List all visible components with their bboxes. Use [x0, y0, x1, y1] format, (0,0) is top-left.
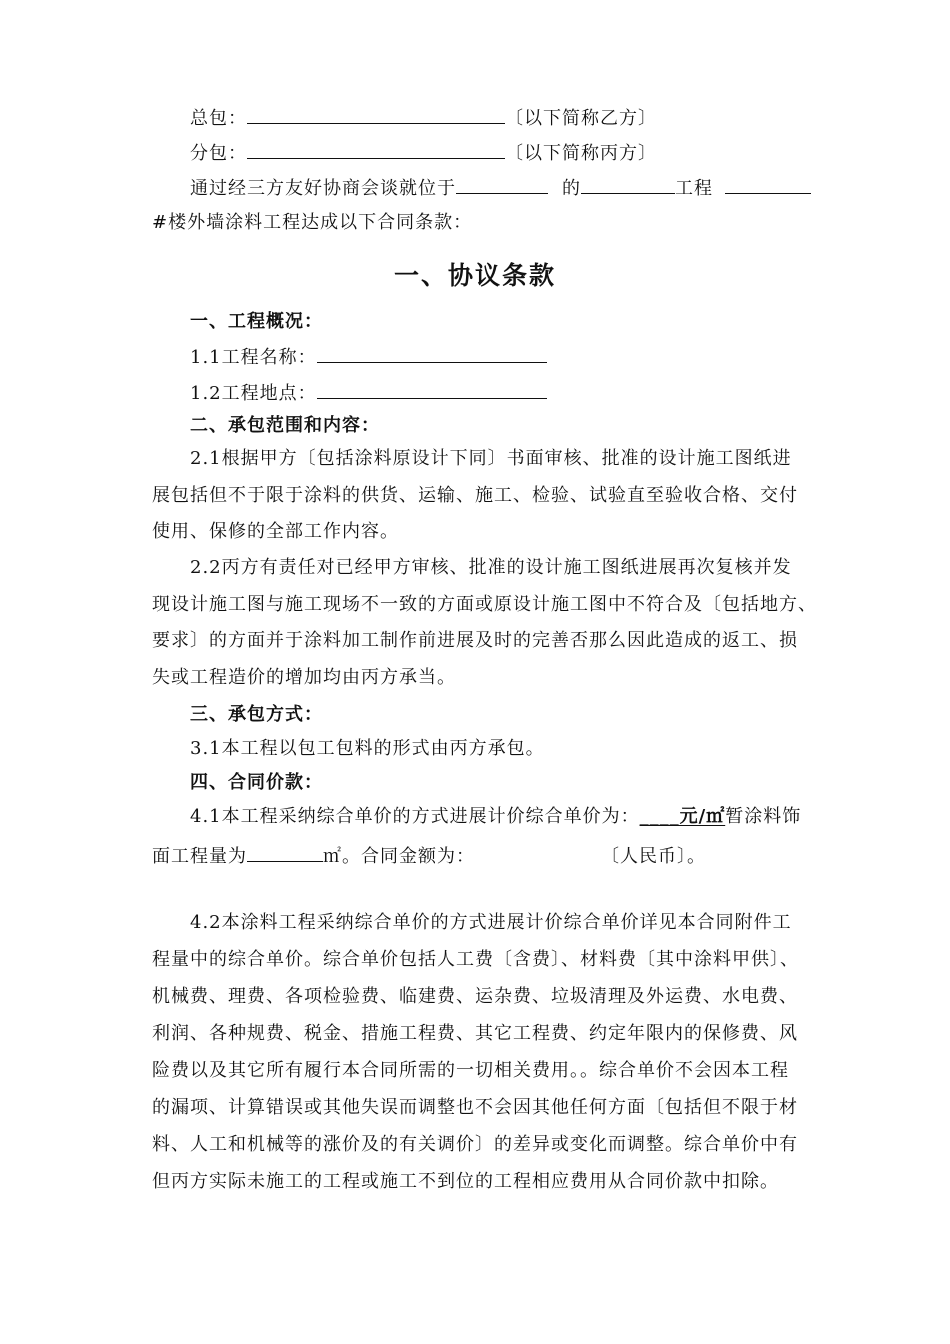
location-blank	[456, 175, 548, 194]
project-location-line	[190, 380, 547, 406]
s4-p2-line3: 机械费、理费、各项检验费、临建费、运杂费、垃圾清理及外运费、水电费、	[152, 986, 798, 1007]
project-name-line	[190, 344, 547, 370]
currency-suffix: 〔人民币〕。	[601, 846, 706, 867]
s2-p2-line2: 现设计施工图与施工现场不一致的方面或原设计施工图中不符合及〔包括地方、	[152, 594, 817, 615]
s4-p2-line6: 的漏项、计算错误或其他失误而调整也不会因其他任何方面〔包括但不限于材	[152, 1097, 798, 1118]
intro-prefix: 通过经三方友好协商会谈就位于	[190, 178, 456, 199]
general-contractor-blank	[247, 105, 505, 124]
project-blank	[581, 175, 675, 194]
quantity-mid: ㎡。合同金额为：	[323, 846, 475, 867]
s3-p1: 3.1本工程以包工包料的形式由丙方承包。	[190, 738, 545, 759]
s4-p1-line2	[152, 843, 706, 869]
subcontractor-blank	[247, 140, 505, 159]
s2-p2-line4: 失或工程造价的增加均由丙方承当。	[152, 667, 456, 688]
intro-mid2: 工程	[675, 178, 713, 199]
s2-p1-line1: 2.1根据甲方〔包括涂料原设计下同〕书面审核、批准的设计施工图纸进	[190, 448, 792, 469]
unit-price-blank: ____元/㎡	[639, 806, 726, 827]
s4-p2-line4: 利润、各种规费、税金、措施工程费、其它工程费、约定年限内的保修费、风	[152, 1023, 798, 1044]
s4-heading: 四、合同价款：	[190, 772, 323, 793]
general-contractor-note: 〔以下简称乙方〕	[505, 108, 657, 129]
unit-price-suffix: 暂涂料饰	[725, 806, 802, 827]
project-name-label: 1.1工程名称：	[190, 347, 317, 368]
s2-p2-line1: 2.2丙方有责任对已经甲方审核、批准的设计施工图纸进展再次复核并发	[190, 557, 792, 578]
building-blank	[725, 175, 811, 194]
general-contractor-line	[190, 105, 657, 131]
project-name-blank	[317, 344, 547, 363]
s2-p1-line2: 展包括但不于限于涂料的供货、运输、施工、检验、试验直至验收合格、交付	[152, 485, 798, 506]
quantity-prefix: 面工程量为	[152, 846, 247, 867]
intro-line-1	[190, 175, 811, 201]
s4-p2-line7: 料、人工和机械等的涨价及的有关调价〕的差异或变化而调整。综合单价中有	[152, 1134, 798, 1155]
general-contractor-label: 总包：	[190, 108, 247, 129]
s4-p2-line8: 但丙方实际未施工的工程或施工不到位的工程相应费用从合同价款中扣除。	[152, 1171, 779, 1192]
subcontractor-line	[190, 140, 657, 166]
project-location-blank	[317, 380, 547, 399]
s4-p1-line1	[190, 805, 801, 829]
s4-p2-line5: 险费以及其它所有履行本合同所需的一切相关费用。。综合单价不会因本工程	[152, 1060, 789, 1081]
s4-p2-line2: 程量中的综合单价。综合单价包括人工费〔含费〕、材料费〔其中涂料甲供〕、	[152, 949, 799, 970]
intro-mid1: 的	[562, 178, 581, 199]
project-location-label: 1.2工程地点：	[190, 383, 317, 404]
intro-line-2: #楼外墙涂料工程达成以下合同条款：	[152, 212, 473, 233]
section-title: 一、协议条款	[393, 261, 556, 290]
s2-heading: 二、承包范围和内容：	[190, 415, 380, 436]
subcontractor-note: 〔以下简称丙方〕	[505, 143, 657, 164]
s2-p2-line3: 要求〕的方面并于涂料加工制作前进展及时的完善否那么因此造成的返工、损	[152, 630, 798, 651]
subcontractor-label: 分包：	[190, 143, 247, 164]
s3-heading: 三、承包方式：	[190, 704, 323, 725]
quantity-blank	[247, 843, 323, 862]
s2-p1-line3: 使用、保修的全部工作内容。	[152, 521, 399, 542]
s4-p2-line1: 4.2本涂料工程采纳综合单价的方式进展计价综合单价详见本合同附件工	[190, 912, 792, 933]
unit-price-prefix: 4.1本工程采纳综合单价的方式进展计价综合单价为：	[190, 806, 640, 827]
s1-heading: 一、工程概况：	[190, 311, 323, 332]
